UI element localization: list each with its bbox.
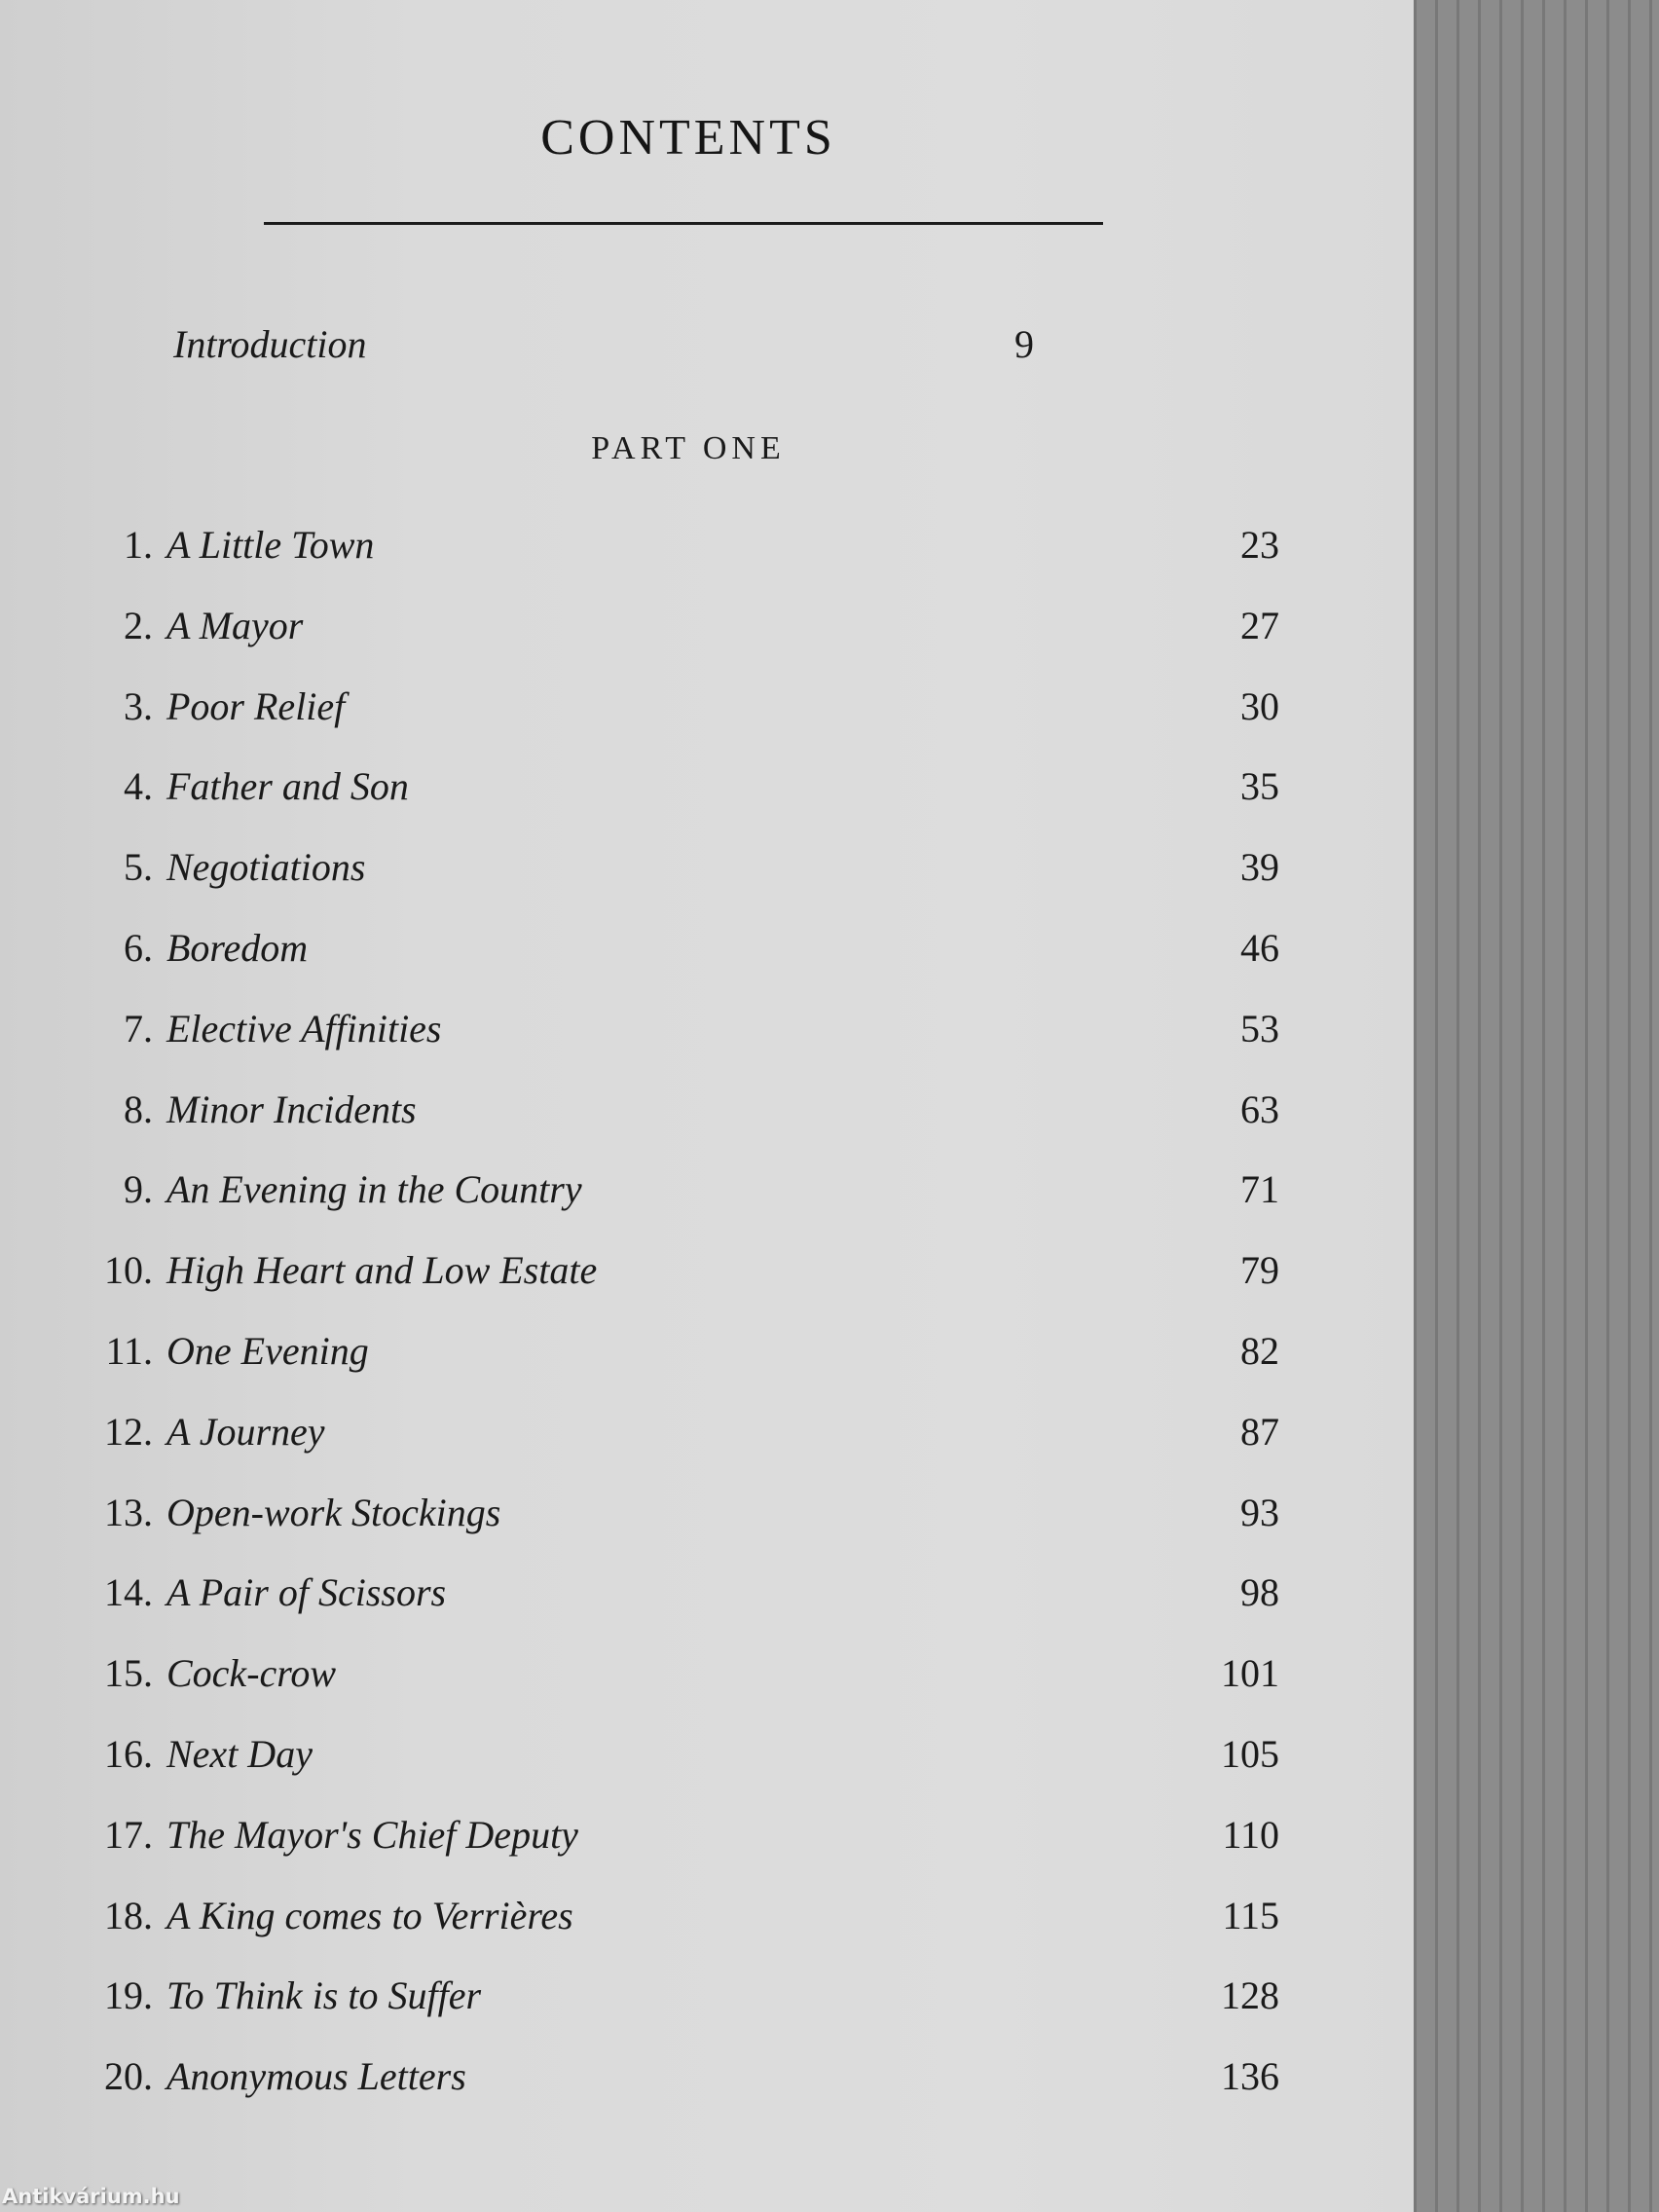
chapter-title: Elective Affinities bbox=[166, 1006, 442, 1051]
chapter-number: 5. bbox=[124, 845, 153, 890]
chapter-title: High Heart and Low Estate bbox=[166, 1248, 598, 1293]
chapter-entry bbox=[0, 1893, 1279, 1951]
contents-heading: CONTENTS bbox=[540, 110, 836, 166]
chapter-entry bbox=[0, 1328, 1279, 1386]
chapter-title: Boredom bbox=[166, 926, 309, 970]
chapter-number: 20. bbox=[104, 2054, 153, 2099]
chapter-title: Negotiations bbox=[166, 845, 366, 890]
chapter-page: 98 bbox=[1240, 1570, 1279, 1615]
chapter-number: 10. bbox=[104, 1248, 153, 1293]
chapter-title: Father and Son bbox=[166, 764, 409, 809]
introduction-title: Introduction bbox=[173, 322, 367, 366]
chapter-title: Minor Incidents bbox=[166, 1087, 417, 1131]
chapter-page: 63 bbox=[1240, 1087, 1279, 1131]
chapter-entry bbox=[0, 1731, 1279, 1789]
chapter-number: 14. bbox=[104, 1570, 153, 1615]
chapter-page: 136 bbox=[1221, 2054, 1279, 2099]
chapter-number: 3. bbox=[124, 683, 153, 728]
chapter-page: 30 bbox=[1240, 683, 1279, 728]
chapter-page: 27 bbox=[1240, 603, 1279, 647]
chapter-title: Next Day bbox=[166, 1732, 313, 1776]
chapter-title: A Little Town bbox=[166, 523, 375, 567]
chapter-entry bbox=[0, 1812, 1279, 1870]
chapter-entry bbox=[0, 1166, 1279, 1225]
watermark: Antikvárium.hu bbox=[2, 2185, 180, 2208]
chapter-page: 46 bbox=[1240, 926, 1279, 970]
chapter-number: 7. bbox=[124, 1006, 153, 1051]
chapter-number: 4. bbox=[124, 764, 153, 809]
chapter-title: A Pair of Scissors bbox=[166, 1570, 447, 1615]
chapter-title: Anonymous Letters bbox=[166, 2054, 466, 2099]
chapter-title: An Evening in the Country bbox=[166, 1167, 582, 1212]
chapter-entry bbox=[0, 1650, 1279, 1709]
chapter-entry bbox=[0, 1006, 1279, 1064]
chapter-page: 110 bbox=[1222, 1812, 1279, 1857]
chapter-number: 18. bbox=[104, 1893, 153, 1937]
book-cover-edge bbox=[1414, 0, 1659, 2212]
chapter-title: A Journey bbox=[166, 1409, 325, 1454]
chapter-title: Open-work Stockings bbox=[166, 1490, 501, 1534]
chapter-number: 8. bbox=[124, 1087, 153, 1131]
chapter-page: 82 bbox=[1240, 1329, 1279, 1373]
chapter-page: 105 bbox=[1221, 1732, 1279, 1776]
chapter-page: 87 bbox=[1240, 1409, 1279, 1454]
chapter-entry bbox=[0, 1569, 1279, 1628]
chapter-page: 35 bbox=[1240, 764, 1279, 809]
chapter-number: 15. bbox=[104, 1651, 153, 1696]
chapter-entry bbox=[0, 844, 1279, 903]
chapter-entry bbox=[0, 683, 1279, 742]
chapter-page: 53 bbox=[1240, 1006, 1279, 1051]
chapter-title: To Think is to Suffer bbox=[166, 1973, 482, 2018]
chapter-entry bbox=[0, 763, 1279, 822]
chapter-number: 11. bbox=[105, 1329, 153, 1373]
chapter-page: 101 bbox=[1221, 1651, 1279, 1696]
chapter-number: 9. bbox=[124, 1167, 153, 1212]
chapter-page: 115 bbox=[1222, 1893, 1279, 1937]
chapter-number: 6. bbox=[124, 926, 153, 970]
chapter-page: 93 bbox=[1240, 1490, 1279, 1534]
chapter-entry bbox=[0, 925, 1279, 983]
chapter-title: Poor Relief bbox=[166, 683, 346, 728]
chapter-entry bbox=[0, 522, 1279, 580]
chapter-entry bbox=[0, 603, 1279, 661]
chapter-entry bbox=[0, 1972, 1279, 2031]
chapter-title: One Evening bbox=[166, 1329, 369, 1373]
chapter-number: 19. bbox=[104, 1973, 153, 2018]
chapter-page: 39 bbox=[1240, 845, 1279, 890]
chapter-title: The Mayor's Chief Deputy bbox=[166, 1812, 578, 1857]
part-label: PART ONE bbox=[591, 430, 786, 466]
chapter-title: Cock-crow bbox=[166, 1651, 337, 1696]
chapter-page: 71 bbox=[1240, 1167, 1279, 1212]
chapter-title: A Mayor bbox=[166, 603, 304, 647]
chapter-page: 79 bbox=[1240, 1248, 1279, 1293]
chapter-page: 23 bbox=[1240, 523, 1279, 567]
chapter-entry bbox=[0, 1087, 1279, 1145]
introduction-page: 9 bbox=[1014, 322, 1034, 366]
chapter-number: 17. bbox=[104, 1812, 153, 1857]
chapter-entry bbox=[0, 2053, 1279, 2112]
chapter-title: A King comes to Verrières bbox=[166, 1893, 573, 1937]
chapter-number: 13. bbox=[104, 1490, 153, 1534]
chapter-number: 12. bbox=[104, 1409, 153, 1454]
chapter-page: 128 bbox=[1221, 1973, 1279, 2018]
chapter-entry bbox=[0, 1409, 1279, 1467]
chapter-entry bbox=[0, 1490, 1279, 1548]
chapter-number: 1. bbox=[124, 523, 153, 567]
chapter-entry bbox=[0, 1247, 1279, 1306]
chapter-number: 16. bbox=[104, 1732, 153, 1776]
chapter-number: 2. bbox=[124, 603, 153, 647]
heading-rule bbox=[264, 222, 1103, 225]
